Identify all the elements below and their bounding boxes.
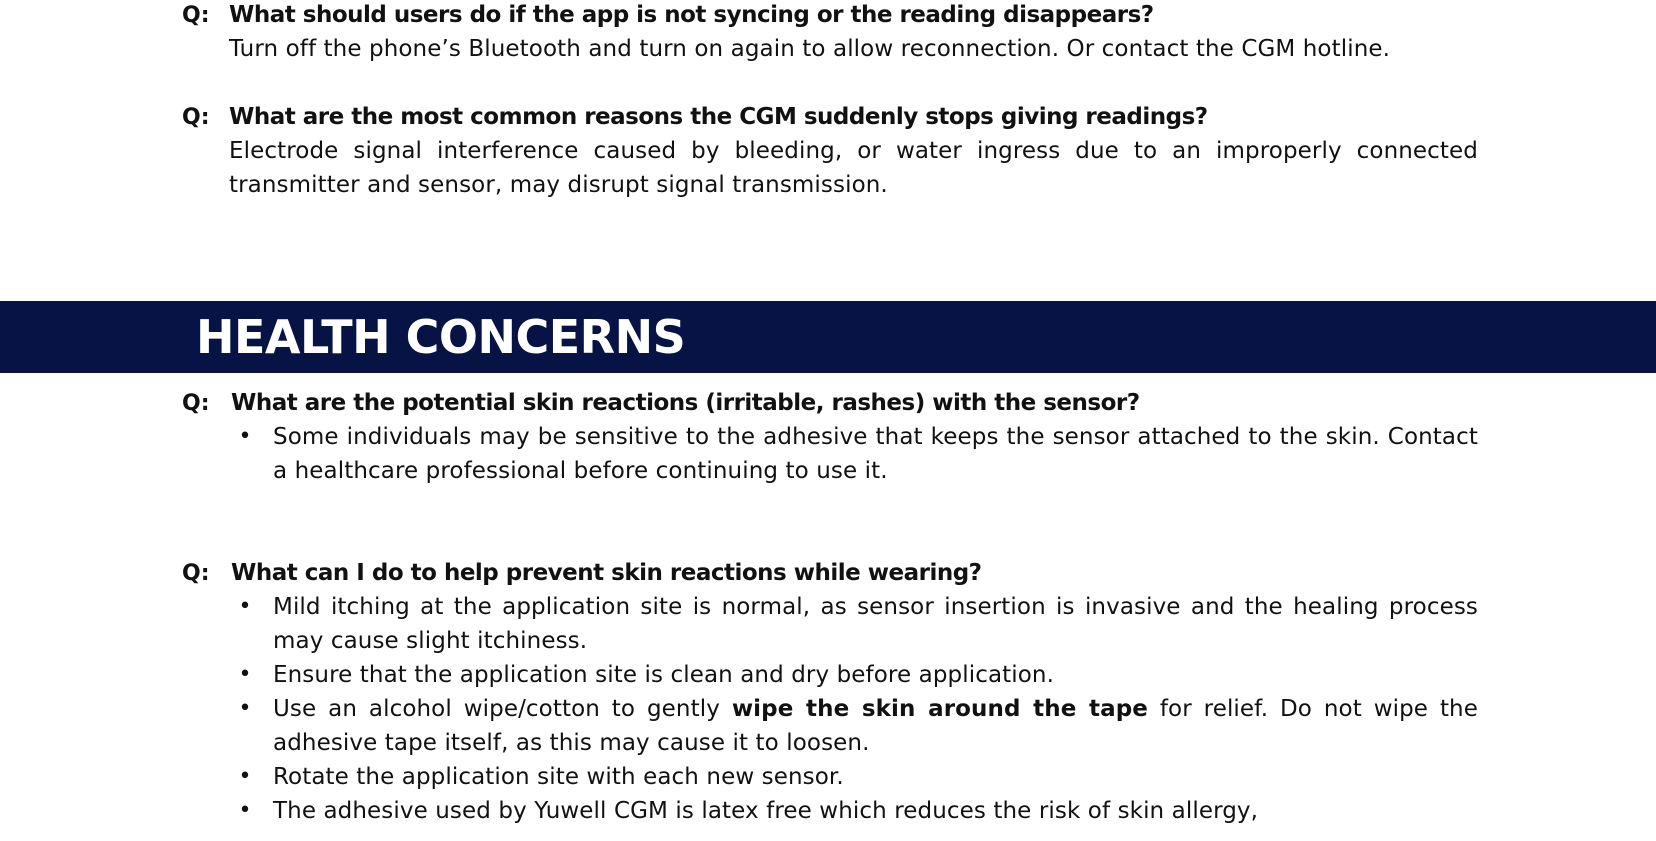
question-row xyxy=(182,0,1478,32)
question-label: Q: xyxy=(182,3,210,28)
bullet-list xyxy=(231,420,1478,488)
question-text: What are the most common reasons the CGM suddenly stops giving readings? xyxy=(229,104,1208,130)
list-item xyxy=(231,692,1478,760)
bullet-icon: • xyxy=(238,424,252,449)
list-item xyxy=(231,590,1478,658)
bullet-icon: • xyxy=(238,798,252,823)
question-text: What are the potential skin reactions (irritable, rashes) with the sensor? xyxy=(231,390,1140,416)
list-item xyxy=(231,760,1478,794)
question-text: What should users do if the app is not syncing or the reading disappears? xyxy=(229,2,1154,28)
list-item-text-before: Use an alcohol wipe/cotton to gently xyxy=(273,696,732,722)
list-item-text: Mild itching at the application site is normal, as sensor insertion is invasive and the healing process may cause slight itchiness. xyxy=(273,594,1478,654)
list-item-text-after: for relief. Do not wipe the adhesive tape itself, as this may cause it to loosen. xyxy=(273,696,1478,756)
question-row xyxy=(182,386,1478,420)
question-row xyxy=(182,556,1478,590)
question-label: Q: xyxy=(182,561,210,586)
list-item xyxy=(231,658,1478,692)
faq-item-stops-readings xyxy=(182,100,1478,202)
faq-item-prevent-skin-reactions xyxy=(182,556,1478,828)
list-item-text: Some individuals may be sensitive to the adhesive that keeps the sensor attached to the skin. Contact a healthcare professional before continuing to use it. xyxy=(273,424,1478,484)
answer-text: Turn off the phone’s Bluetooth and turn on again to allow reconnection. Or contact the CGM hotline. xyxy=(229,36,1391,62)
bullet-icon: • xyxy=(238,662,252,687)
question-row xyxy=(182,100,1478,134)
faq-item-skin-reactions xyxy=(182,386,1478,488)
bullet-icon: • xyxy=(238,696,252,721)
bullet-icon: • xyxy=(238,594,252,619)
list-item-text-bold: wipe the skin around the tape xyxy=(731,696,1148,722)
question-text: What can I do to help prevent skin reactions while wearing? xyxy=(231,560,982,586)
question-label: Q: xyxy=(182,105,210,130)
faq-item-app-not-syncing xyxy=(182,0,1478,66)
bullet-list xyxy=(231,590,1478,828)
section-header-bar xyxy=(0,301,1656,373)
list-item xyxy=(231,420,1478,488)
bullet-icon: • xyxy=(238,764,252,789)
list-item-text: Rotate the application site with each new sensor. xyxy=(273,764,844,790)
list-item xyxy=(231,794,1478,828)
question-label: Q: xyxy=(182,391,210,416)
list-item-text: Ensure that the application site is clean and dry before application. xyxy=(273,662,1055,688)
answer-text: Electrode signal interference caused by bleeding, or water ingress due to an improperly connected transmitter and sensor, may disrupt signal transmission. xyxy=(229,138,1478,198)
list-item-text: The adhesive used by Yuwell CGM is latex free which reduces the risk of skin allergy, xyxy=(273,798,1259,824)
section-title: HEALTH CONCERNS xyxy=(196,310,686,364)
